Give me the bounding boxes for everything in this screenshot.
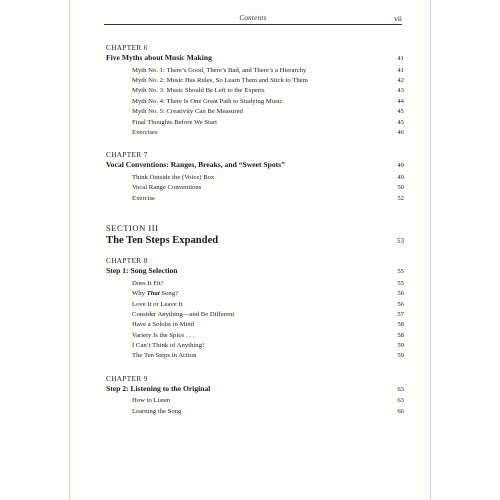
- toc-entry-title: Love It or Leave It: [132, 300, 183, 308]
- section-label: SECTION III: [106, 223, 159, 234]
- toc-entry-title: Variety Is the Spice . . .: [132, 331, 195, 339]
- book-page: [69, 0, 431, 500]
- chapter-title: Five Myths about Music Making: [106, 53, 212, 62]
- toc-entry-page-number: 59: [397, 341, 404, 349]
- section-page-number: 53: [397, 237, 404, 246]
- toc-entry-title: Learning the Song: [132, 407, 182, 415]
- toc-entry[interactable]: [106, 86, 404, 96]
- toc-entry-title: Exercises: [132, 128, 158, 136]
- chapter-title-row[interactable]: [106, 384, 404, 395]
- table-of-contents: [106, 44, 404, 417]
- toc-entry-page-number: 56: [397, 300, 404, 308]
- toc-entry-page-number: 50: [397, 184, 404, 192]
- toc-entry[interactable]: [106, 407, 404, 417]
- toc-entry-title-pre: Why: [132, 290, 147, 298]
- chapter-label: CHAPTER 9: [106, 374, 148, 383]
- toc-entry[interactable]: [106, 279, 404, 289]
- chapter-title: Step 2: Listening to the Original: [106, 383, 211, 393]
- toc-entry[interactable]: [106, 341, 404, 351]
- toc-entry-title: [132, 289, 178, 299]
- chapter-label: CHAPTER 8: [106, 257, 148, 266]
- toc-entry[interactable]: [106, 66, 404, 76]
- toc-entry[interactable]: [106, 194, 404, 204]
- toc-entry-title: Think Outside the (Voice) Box: [132, 174, 215, 181]
- toc-entry-page-number: 52: [397, 194, 404, 202]
- chapter-page-number: 41: [397, 55, 404, 62]
- chapter-label: CHAPTER 7: [106, 151, 148, 160]
- toc-entry-page-number: 66: [397, 407, 404, 415]
- toc-entry-title-post: Song?: [159, 290, 179, 298]
- toc-entry-page-number: 41: [397, 66, 404, 74]
- chapter-title-row[interactable]: [106, 160, 404, 171]
- page-number: vii: [394, 14, 402, 23]
- toc-entry-page-number: 45: [397, 108, 404, 116]
- toc-entry-title: I Can’t Think of Anything!: [132, 341, 205, 349]
- spacer: [106, 138, 404, 151]
- section-title-row[interactable]: [106, 234, 404, 248]
- toc-entry[interactable]: [106, 76, 404, 86]
- toc-entry[interactable]: [106, 331, 404, 341]
- toc-entry-page-number: 59: [397, 352, 404, 360]
- chapter-page-number: 63: [397, 385, 404, 393]
- toc-entry-page-number: 42: [397, 77, 404, 85]
- toc-entry-page-number: 57: [397, 310, 404, 318]
- running-head-title: Contents: [239, 14, 267, 22]
- toc-entry-title: Myth No. 2: Music Has Rules, So Learn Them and Stick to Them: [132, 77, 308, 85]
- toc-entry-page-number: 58: [397, 331, 404, 339]
- toc-entry-page-number: 43: [397, 87, 404, 95]
- toc-entry-title: Exercise: [132, 194, 156, 202]
- chapter-title: Vocal Conventions: Ranges, Breaks, and “Sweet Spots”: [106, 160, 285, 170]
- chapter-title: Step 1: Song Selection: [106, 266, 178, 276]
- toc-entry-page-number: 55: [397, 279, 404, 287]
- toc-entry[interactable]: [106, 107, 404, 117]
- section-title: The Ten Steps Expanded: [106, 235, 219, 247]
- toc-entry[interactable]: [106, 310, 404, 320]
- chapter-page-number: 49: [397, 162, 404, 170]
- toc-entry-page-number: 46: [397, 128, 404, 136]
- toc-entry-title: Have a Soloist in Mind: [132, 321, 195, 329]
- toc-entry-title: Myth No. 4: There Is One Great Path to Studying Music: [132, 97, 283, 105]
- toc-entry-title: Myth No. 1: There’s Good, There’s Bad, and There’s a Hierarchy: [132, 66, 307, 74]
- toc-entry-page-number: 49: [397, 174, 404, 181]
- toc-entry-page-number: 44: [397, 97, 404, 105]
- spacer: [106, 362, 404, 375]
- toc-entry[interactable]: [106, 320, 404, 330]
- toc-entry[interactable]: [106, 128, 404, 138]
- toc-entry-title: Myth No. 5: Creativity Can Be Measured: [132, 108, 243, 116]
- toc-entry-page-number: 63: [397, 397, 404, 405]
- toc-entry[interactable]: [106, 351, 404, 361]
- header-rule: [104, 24, 402, 25]
- toc-entry-title: Consider Anything—and Be Different: [132, 310, 235, 318]
- toc-entry[interactable]: [106, 173, 404, 183]
- toc-entry[interactable]: [106, 118, 404, 128]
- toc-entry-title: Does It Fit?: [132, 279, 164, 287]
- toc-entry-title: The Ten Steps in Action: [132, 352, 197, 360]
- toc-entry[interactable]: [106, 289, 404, 299]
- chapter-title-row[interactable]: [106, 266, 404, 277]
- chapter-title-row[interactable]: [106, 53, 404, 64]
- toc-entry[interactable]: [106, 97, 404, 107]
- toc-entry-title: How to Listen: [132, 397, 171, 405]
- spacer: [106, 204, 404, 223]
- toc-entry[interactable]: [106, 300, 404, 310]
- toc-entry-title: Final Thoughts Before We Start: [132, 118, 218, 126]
- running-head: [104, 14, 402, 22]
- toc-entry-page-number: 58: [397, 321, 404, 329]
- toc-entry-title-emphasis: That: [146, 290, 160, 298]
- toc-entry-title: Myth No. 3: Music Should Be Left to the Experts: [132, 87, 265, 95]
- toc-entry[interactable]: [106, 183, 404, 193]
- toc-entry-title: Vocal Range Conventions: [132, 184, 202, 192]
- toc-entry[interactable]: [106, 396, 404, 406]
- chapter-page-number: 55: [397, 268, 404, 276]
- chapter-label: CHAPTER 6: [106, 44, 148, 52]
- toc-entry-page-number: 45: [397, 118, 404, 126]
- toc-entry-page-number: 56: [397, 290, 404, 298]
